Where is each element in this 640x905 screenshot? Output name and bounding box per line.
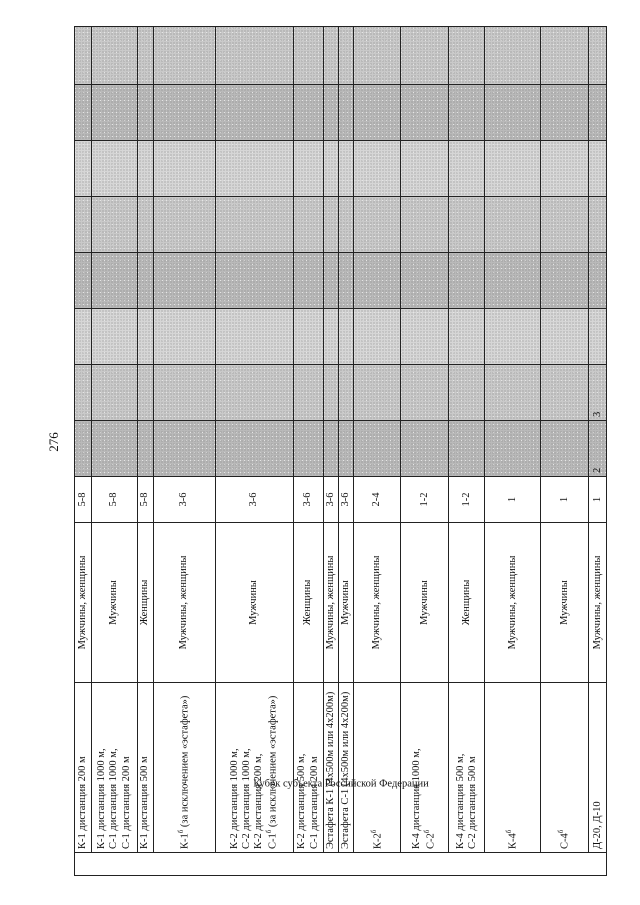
age-cell: 1-2 — [449, 477, 485, 523]
grading-cell — [138, 141, 154, 197]
discipline-line: С-2 дистанция 1000 м, — [241, 748, 253, 849]
grading-cell — [541, 421, 589, 477]
grading-cell — [294, 197, 324, 253]
grading-cell — [324, 85, 339, 141]
age-cell: 5-8 — [75, 477, 92, 523]
grading-cell — [401, 253, 449, 309]
grading-cell — [485, 309, 541, 365]
grading-cell — [324, 27, 339, 85]
grading-cell — [541, 197, 589, 253]
grading-cell — [216, 27, 294, 85]
gender-cell: Женщины — [449, 523, 485, 683]
grading-cell — [449, 365, 485, 421]
grading-cell — [449, 141, 485, 197]
discipline-line: К-4 дистанция 1000 м, — [411, 748, 423, 849]
grading-cell — [449, 421, 485, 477]
table-row — [541, 27, 589, 876]
discipline-line: $К-4^б$ — [505, 829, 519, 849]
grading-cell — [354, 309, 401, 365]
age-cell: 2-4 — [354, 477, 401, 523]
age-cell: 1-2 — [401, 477, 449, 523]
discipline-line: К-1 дистанция 1000 м, — [96, 748, 108, 849]
grading-cell — [401, 141, 449, 197]
grading-cell — [324, 365, 339, 421]
page-number: 276 — [46, 432, 61, 452]
grading-cell — [354, 365, 401, 421]
grading-cell — [138, 253, 154, 309]
table-row — [485, 27, 541, 876]
discipline-cell — [138, 683, 154, 853]
grading-cell — [401, 421, 449, 477]
grading-cell — [154, 27, 216, 85]
table-row — [154, 27, 216, 876]
grading-cell — [354, 85, 401, 141]
discipline-line: С-1 дистанция 200 м — [308, 756, 320, 849]
age-cell: 3-6 — [216, 477, 294, 523]
category-label: Кубок субъекта Российской Федерации — [252, 778, 429, 790]
gender-cell: Мужчины, женщины — [75, 523, 92, 683]
table-row — [449, 27, 485, 876]
grading-cell — [216, 309, 294, 365]
gender-cell: Мужчины — [401, 523, 449, 683]
grading-cell: 2 — [589, 421, 607, 477]
grading-cell — [485, 141, 541, 197]
grading-cell — [485, 365, 541, 421]
table-row — [294, 27, 324, 876]
discipline-line: К-2 дистанция 200 м, — [253, 753, 265, 849]
discipline-line: К-2 дистанция 1000 м, — [229, 748, 241, 849]
grading-cell — [589, 85, 607, 141]
grading-cell — [154, 309, 216, 365]
discipline-line: Эстафета С-1 (4х500м или 4х200м) — [340, 691, 352, 849]
discipline-cell — [449, 683, 485, 853]
grading-cell — [401, 309, 449, 365]
grading-cell — [354, 421, 401, 477]
grading-cell — [401, 85, 449, 141]
grading-cell — [92, 309, 138, 365]
discipline-cell — [294, 683, 324, 853]
grading-cell — [589, 27, 607, 85]
grading-cell — [75, 197, 92, 253]
grading-cell — [589, 309, 607, 365]
table-row — [138, 27, 154, 876]
grading-cell — [294, 141, 324, 197]
discipline-cell — [589, 683, 607, 853]
grading-cell — [216, 197, 294, 253]
discipline-line: $С-4^б$ — [557, 829, 571, 849]
discipline-line: $К-2^б$ — [369, 829, 384, 849]
discipline-cell — [401, 683, 449, 853]
grading-cell — [589, 141, 607, 197]
grading-cell — [92, 197, 138, 253]
grading-cell — [324, 309, 339, 365]
discipline-line: $К-1^б$ (за исключением «эстафета») — [177, 695, 191, 849]
grading-cell — [485, 85, 541, 141]
discipline-cell — [354, 683, 401, 853]
gender-cell: Мужчины — [216, 523, 294, 683]
discipline-line: $С-1^б$ (за исключением «эстафета») — [265, 695, 279, 849]
gender-cell: Мужчины, женщины — [354, 523, 401, 683]
gender-cell: Мужчины, женщины — [324, 523, 339, 683]
grading-cell — [324, 253, 339, 309]
grading-cell — [92, 421, 138, 477]
grading-cell — [154, 253, 216, 309]
discipline-line: С-1 дистанция 1000 м, — [108, 748, 120, 849]
grading-cell — [294, 421, 324, 477]
grading-cell — [75, 253, 92, 309]
age-cell: 1 — [589, 477, 607, 523]
discipline-cell — [541, 683, 589, 853]
gender-cell: Мужчины, женщины — [589, 523, 607, 683]
gender-cell: Мужчины — [92, 523, 138, 683]
grading-cell — [75, 309, 92, 365]
grading-cell — [294, 253, 324, 309]
discipline-line: К-4 дистанция 500 м, — [454, 753, 466, 849]
table-row — [354, 27, 401, 876]
grading-cell — [339, 141, 354, 197]
grading-cell — [92, 85, 138, 141]
age-cell: 1 — [485, 477, 541, 523]
grading-cell — [154, 421, 216, 477]
grading-cell — [138, 27, 154, 85]
grading-cell — [485, 421, 541, 477]
grading-cell — [449, 85, 485, 141]
grading-cell — [541, 253, 589, 309]
table-row — [216, 27, 294, 876]
table-row — [92, 27, 138, 876]
grading-cell — [154, 365, 216, 421]
grading-cell — [216, 141, 294, 197]
grading-cell — [216, 421, 294, 477]
grading-cell — [339, 253, 354, 309]
discipline-cell — [216, 683, 294, 853]
discipline-cell — [485, 683, 541, 853]
grading-cell — [339, 421, 354, 477]
grading-cell — [589, 197, 607, 253]
discipline-line: С-2 дистанция 500 м — [466, 756, 478, 849]
gender-cell: Мужчины, женщины — [485, 523, 541, 683]
grading-cell — [401, 365, 449, 421]
discipline-line: К-1 дистанция 500 м — [139, 756, 151, 849]
grading-cell — [541, 85, 589, 141]
grading-cell — [354, 253, 401, 309]
grading-cell — [354, 141, 401, 197]
grading-cell: 3 — [589, 365, 607, 421]
grading-cell — [138, 421, 154, 477]
age-cell: 3-6 — [294, 477, 324, 523]
grading-cell — [138, 197, 154, 253]
grading-cell — [154, 85, 216, 141]
grading-cell — [339, 197, 354, 253]
grading-cell — [138, 85, 154, 141]
gender-cell: Мужчины, женщины — [154, 523, 216, 683]
grading-cell — [589, 253, 607, 309]
grading-cell — [324, 421, 339, 477]
grading-cell — [485, 27, 541, 85]
grading-cell — [75, 421, 92, 477]
grading-cell — [294, 309, 324, 365]
grading-cell — [339, 85, 354, 141]
grading-cell — [324, 141, 339, 197]
discipline-cell — [154, 683, 216, 853]
grading-cell — [92, 365, 138, 421]
grading-cell — [294, 365, 324, 421]
discipline-cell — [75, 683, 92, 853]
grading-cell — [138, 309, 154, 365]
grading-cell — [354, 197, 401, 253]
gender-cell: Женщины — [294, 523, 324, 683]
grading-cell — [324, 197, 339, 253]
grading-cell — [92, 141, 138, 197]
discipline-line: К-1 дистанция 200 м — [76, 756, 88, 849]
grading-cell — [449, 197, 485, 253]
grading-cell — [401, 197, 449, 253]
grading-cell — [339, 27, 354, 85]
grading-cell — [75, 365, 92, 421]
age-cell: 5-8 — [92, 477, 138, 523]
grading-cell — [294, 85, 324, 141]
gender-cell: Мужчины — [339, 523, 354, 683]
grading-cell — [541, 141, 589, 197]
age-cell: 5-8 — [138, 477, 154, 523]
grading-cell — [154, 141, 216, 197]
discipline-line: Д-20, Д-10 — [591, 801, 603, 849]
grading-cell — [75, 27, 92, 85]
discipline-line: $С-2^б$ — [423, 829, 437, 849]
document-table — [74, 31, 603, 876]
table-row — [324, 27, 339, 876]
discipline-cell — [92, 683, 138, 853]
age-cell: 3-6 — [324, 477, 339, 523]
grading-cell — [75, 141, 92, 197]
age-cell: 1 — [541, 477, 589, 523]
grading-cell — [541, 27, 589, 85]
table-row — [401, 27, 449, 876]
discipline-line: С-1 дистанция 200 м — [120, 756, 132, 849]
table-row — [339, 27, 354, 876]
grading-cell — [92, 27, 138, 85]
grading-cell — [401, 27, 449, 85]
grading-cell — [541, 309, 589, 365]
grading-cell — [449, 309, 485, 365]
grading-cell — [339, 309, 354, 365]
gender-cell: Мужчины — [541, 523, 589, 683]
age-cell: 3-6 — [339, 477, 354, 523]
grading-cell — [541, 365, 589, 421]
table-row — [75, 27, 92, 876]
grading-cell — [485, 197, 541, 253]
table-row — [589, 27, 607, 876]
grading-cell — [154, 197, 216, 253]
age-cell: 3-6 — [154, 477, 216, 523]
grading-cell — [216, 85, 294, 141]
discipline-cell — [339, 683, 354, 853]
grading-cell — [216, 253, 294, 309]
grading-cell — [216, 365, 294, 421]
grading-cell — [75, 85, 92, 141]
grading-cell — [92, 253, 138, 309]
grading-cell — [449, 27, 485, 85]
discipline-line: Эстафета К-1 (4х500м или 4х200м) — [325, 691, 336, 849]
grading-cell — [138, 365, 154, 421]
grading-cell — [354, 27, 401, 85]
grading-cell — [485, 253, 541, 309]
gender-cell: Женщины — [138, 523, 154, 683]
grading-cell — [339, 365, 354, 421]
grading-cell — [449, 253, 485, 309]
grading-cell — [294, 27, 324, 85]
discipline-line: К-2 дистанция 500 м, — [296, 753, 308, 849]
discipline-cell — [324, 683, 339, 853]
